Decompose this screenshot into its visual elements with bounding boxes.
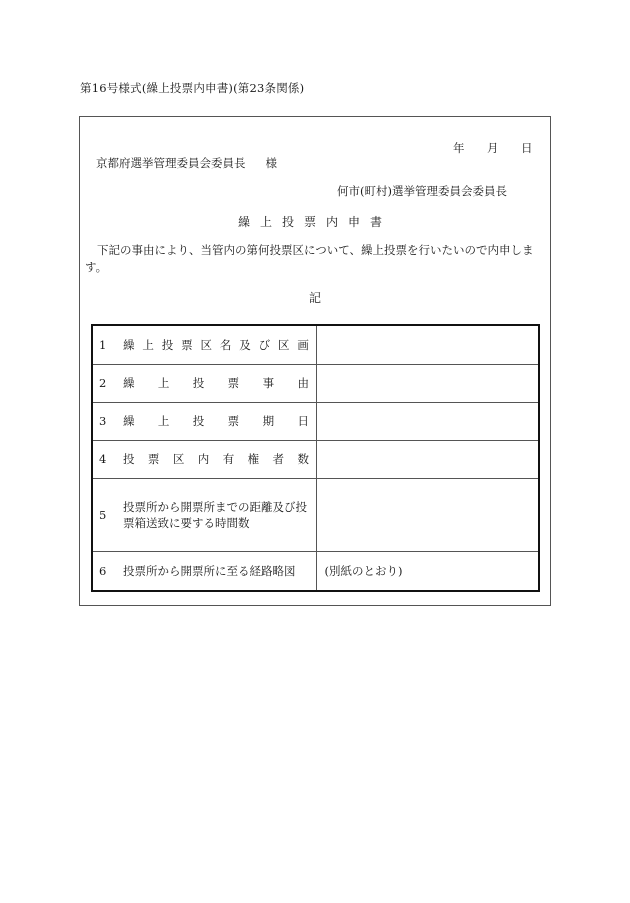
- label-char: 上: [142, 337, 154, 352]
- table-row: [92, 364, 539, 402]
- label-char: 内: [197, 452, 210, 467]
- document-title: 繰上投票内申書: [237, 215, 392, 229]
- row-value: [316, 440, 539, 478]
- label-char: 名: [219, 337, 232, 352]
- label-char: 投: [123, 452, 135, 467]
- table-row: [92, 402, 539, 440]
- ki-heading: 記: [308, 291, 321, 305]
- table-row: [92, 552, 539, 591]
- row-number: 2: [99, 376, 107, 391]
- label-char: 票: [227, 376, 240, 391]
- label-char: 者: [272, 452, 285, 467]
- label-char: 権: [247, 452, 260, 467]
- addressee: [96, 155, 277, 171]
- row-value: [316, 364, 539, 402]
- label-char: 有: [222, 452, 235, 467]
- row-label: [123, 337, 309, 353]
- label-char: 上: [157, 414, 170, 429]
- row-label: [123, 413, 309, 429]
- row-value: [316, 325, 539, 364]
- row-value: [316, 402, 539, 440]
- row-label: 投票所から開票所に至る経路略図: [123, 564, 296, 579]
- row-label-cell: [92, 364, 316, 402]
- label-char: 及: [239, 337, 251, 352]
- date-year: 年: [453, 141, 465, 155]
- row-number: 1: [99, 337, 107, 352]
- label-char: 票: [181, 337, 193, 352]
- date-line: [453, 140, 533, 156]
- date-month: 月: [487, 141, 499, 155]
- label-char: 由: [297, 376, 309, 391]
- label-char: 投: [192, 414, 205, 429]
- addressee-honorific: 様: [265, 156, 277, 170]
- label-char: 期: [262, 414, 275, 429]
- label-char: び: [258, 337, 271, 352]
- row-label: [123, 451, 309, 467]
- row-label-cell: [92, 478, 316, 552]
- body-text: 下記の事由により、当管内の第何投票区について、繰上投票を行いたいので内申します。: [85, 243, 534, 274]
- label-char: 票: [227, 414, 240, 429]
- table-row: [92, 478, 539, 552]
- label-char: 投: [192, 376, 205, 391]
- row-number: 3: [99, 414, 107, 429]
- row-label-cell: [92, 440, 316, 478]
- form-caption: 第16号様式(繰上投票内申書)(第23条関係): [80, 81, 305, 95]
- row-number: 6: [99, 564, 107, 579]
- addressee-name: 京都府選挙管理委員会委員長: [96, 156, 246, 170]
- label-char: 区: [172, 452, 185, 467]
- table-row: [92, 325, 539, 364]
- row-label-cell: [92, 402, 316, 440]
- date-day: 日: [521, 141, 533, 155]
- label-char: 区: [200, 337, 212, 352]
- label-char: 上: [157, 376, 170, 391]
- label-char: 画: [297, 337, 309, 352]
- label-char: 日: [297, 414, 309, 429]
- row-label: 投票所から開票所までの距離及び投票箱送致に要する時間数: [123, 499, 307, 530]
- table-row: [92, 440, 539, 478]
- row-value: [316, 478, 539, 552]
- label-char: 繰: [123, 376, 135, 391]
- label-char: 繰: [123, 414, 135, 429]
- label-char: 投: [161, 337, 174, 352]
- row-label-cell: [92, 325, 316, 364]
- items-table: [91, 324, 540, 592]
- row-value: (別紙のとおり): [316, 552, 539, 591]
- row-number: 5: [99, 507, 107, 522]
- label-char: 数: [297, 452, 309, 467]
- label-char: 繰: [123, 337, 135, 352]
- label-char: 区: [278, 337, 290, 352]
- row-label-cell: [92, 552, 316, 591]
- label-char: 票: [147, 452, 160, 467]
- row-label: [123, 375, 309, 391]
- label-char: 事: [262, 376, 275, 391]
- sender: 何市(町村)選挙管理委員会委員長: [337, 184, 507, 198]
- row-number: 4: [99, 452, 107, 467]
